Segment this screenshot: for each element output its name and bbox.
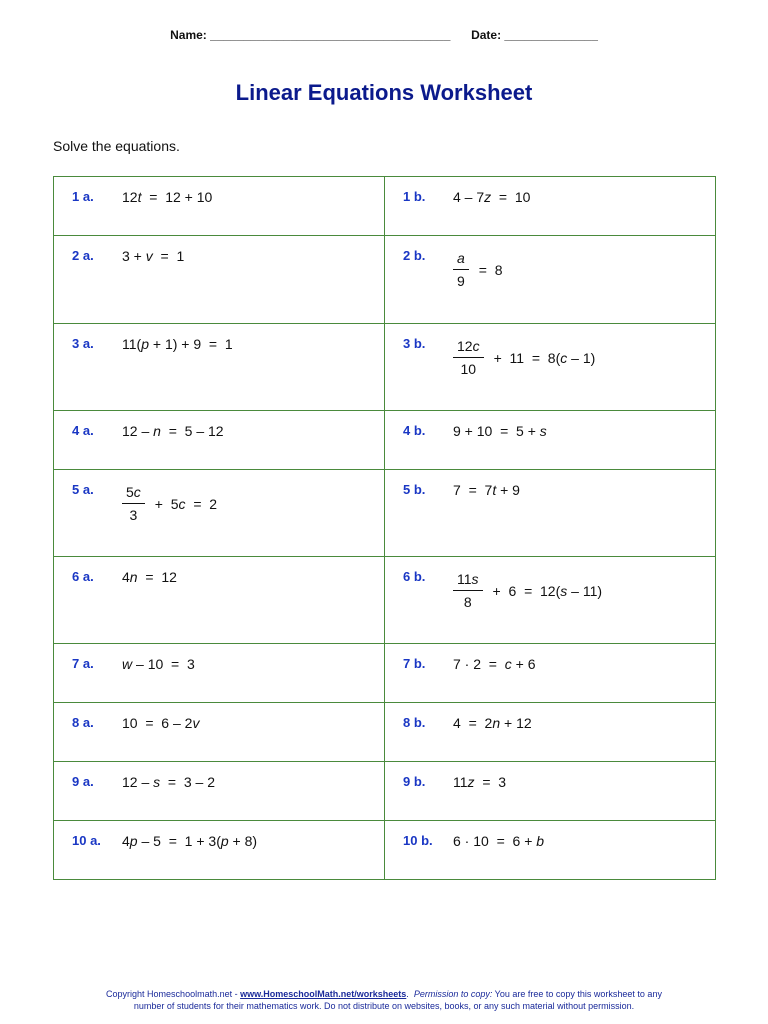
problem-cell: [385, 644, 716, 703]
problem-label: 1 b.: [403, 189, 426, 204]
problem-equation: [122, 656, 195, 672]
problem-label: 3 a.: [72, 336, 94, 351]
footer-copyright: Copyright Homeschoolmath.net -: [106, 989, 241, 999]
equation-text: 6 · 10 = 6 + b: [453, 833, 545, 849]
table-row: [54, 177, 716, 236]
problem-cell: [385, 557, 716, 644]
fraction: [453, 571, 483, 610]
problem-equation: [122, 715, 199, 731]
problem-label: 5 a.: [72, 482, 94, 497]
table-row: [54, 411, 716, 470]
problem-label: 10 a.: [72, 833, 101, 848]
equation-text: 3 + v = 1: [122, 248, 185, 264]
footer-permission-label: Permission to copy:: [413, 989, 493, 999]
problem-label: 1 a.: [72, 189, 94, 204]
instructions: Solve the equations.: [53, 138, 180, 154]
table-row: [54, 557, 716, 644]
problem-label: 7 b.: [403, 656, 426, 671]
table-row: [54, 324, 716, 411]
problem-cell: [385, 703, 716, 762]
footer: Copyright Homeschoolmath.net - www.HomeschoolMath.net/worksheets. Permission to copy: You are free to copy this worksheet to any number of students for their mathematics work. Do not distribute on websites, books, or any such material without permission.: [0, 988, 768, 1012]
equation-text: 12 – s = 3 – 2: [122, 774, 216, 790]
fraction: [453, 250, 469, 289]
problem-equation: [453, 423, 547, 439]
problem-cell: [54, 236, 385, 324]
equation-text: 12t = 12 + 10: [122, 189, 213, 205]
table-row: [54, 703, 716, 762]
problem-cell: [385, 470, 716, 557]
table-row: [54, 644, 716, 703]
problem-label: 2 b.: [403, 248, 426, 263]
equation-text: 10 = 6 – 2v: [122, 715, 200, 731]
problem-cell: [54, 411, 385, 470]
fraction-numerator: a: [453, 250, 469, 270]
problem-equation: [122, 248, 184, 264]
problem-equation: [122, 336, 233, 352]
equation-text: 4n = 12: [122, 569, 177, 585]
problem-equation: [453, 571, 602, 610]
equation-text: 7 = 7t + 9: [453, 482, 520, 498]
problem-cell: [54, 324, 385, 411]
fraction-denominator: 10: [460, 361, 477, 377]
fraction-numerator: 11s: [453, 571, 483, 591]
problem-label: 8 a.: [72, 715, 94, 730]
table-row: [54, 236, 716, 324]
problem-equation: [122, 833, 257, 849]
problem-label: 6 b.: [403, 569, 426, 584]
problem-equation: [453, 656, 536, 672]
equation-text: 4 = 2n + 12: [453, 715, 532, 731]
fraction-numerator: 12c: [453, 338, 484, 358]
equation-text: 11(p + 1) + 9 = 1: [122, 336, 233, 352]
problem-cell: [54, 762, 385, 821]
problem-label: 2 a.: [72, 248, 94, 263]
problem-label: 6 a.: [72, 569, 94, 584]
equation-text: 4p – 5 = 1 + 3(p + 8): [122, 833, 258, 849]
problem-cell: [54, 557, 385, 644]
problem-cell: [54, 177, 385, 236]
equation-text: 12 – n = 5 – 12: [122, 423, 224, 439]
fraction-denominator: 9: [457, 273, 465, 289]
fraction: [453, 338, 484, 377]
fraction: [122, 484, 145, 523]
problem-label: 3 b.: [403, 336, 426, 351]
problem-equation: [122, 569, 177, 585]
problem-equation: [453, 833, 544, 849]
problem-equation: [453, 338, 595, 377]
problem-cell: [385, 177, 716, 236]
problem-label: 5 b.: [403, 482, 426, 497]
problem-equation: [122, 484, 217, 523]
problem-equation: [453, 250, 503, 289]
problem-equation: [453, 715, 532, 731]
problem-equation: [453, 189, 530, 205]
footer-line2: number of students for their mathematics work. Do not distribute on websites, books, or any such material without permission.: [133, 1001, 635, 1011]
equation-text: 7 · 2 = c + 6: [453, 656, 536, 672]
equation-rest: + 11 = 8(c – 1): [493, 349, 596, 366]
equation-rest: + 5c = 2: [154, 495, 218, 512]
problem-equation: [453, 774, 506, 790]
footer-link[interactable]: www.HomeschoolMath.net/worksheets: [240, 989, 407, 999]
equation-text: 9 + 10 = 5 + s: [453, 423, 547, 439]
fraction-numerator: 5c: [122, 484, 145, 504]
problem-label: 7 a.: [72, 656, 94, 671]
problem-cell: [54, 644, 385, 703]
problem-equation: [122, 774, 215, 790]
equation-text: 11z = 3: [453, 774, 507, 790]
table-row: [54, 470, 716, 557]
problem-label: 4 a.: [72, 423, 94, 438]
equation-text: w – 10 = 3: [122, 656, 195, 672]
table-row: [54, 762, 716, 821]
problem-cell: [385, 411, 716, 470]
table-row: [54, 821, 716, 880]
fraction-denominator: 8: [463, 594, 472, 610]
problem-cell: [54, 703, 385, 762]
equations-table: [53, 176, 716, 880]
problem-cell: [54, 821, 385, 880]
name-field-label: Name: ____________________________________: [170, 28, 451, 42]
problem-label: 4 b.: [403, 423, 426, 438]
equation-text: 4 – 7z = 10: [453, 189, 531, 205]
worksheet-title: Linear Equations Worksheet: [235, 80, 533, 105]
problem-label: 8 b.: [403, 715, 426, 730]
problem-cell: [385, 324, 716, 411]
problem-equation: [453, 482, 520, 498]
problem-equation: [122, 423, 224, 439]
problem-label: 9 b.: [403, 774, 426, 789]
equation-rest: = 8: [478, 261, 503, 278]
header: [0, 28, 768, 42]
problem-label: 9 a.: [72, 774, 94, 789]
problem-cell: [385, 821, 716, 880]
equation-rest: + 6 = 12(s – 11): [492, 582, 603, 599]
problem-cell: [54, 470, 385, 557]
problem-equation: [122, 189, 212, 205]
problem-cell: [385, 236, 716, 324]
problem-cell: [385, 762, 716, 821]
problem-label: 10 b.: [403, 833, 433, 848]
footer-permission-text: You are free to copy this worksheet to any: [492, 989, 662, 999]
fraction-denominator: 3: [129, 507, 138, 523]
date-field-label: Date: ______________: [471, 28, 598, 42]
